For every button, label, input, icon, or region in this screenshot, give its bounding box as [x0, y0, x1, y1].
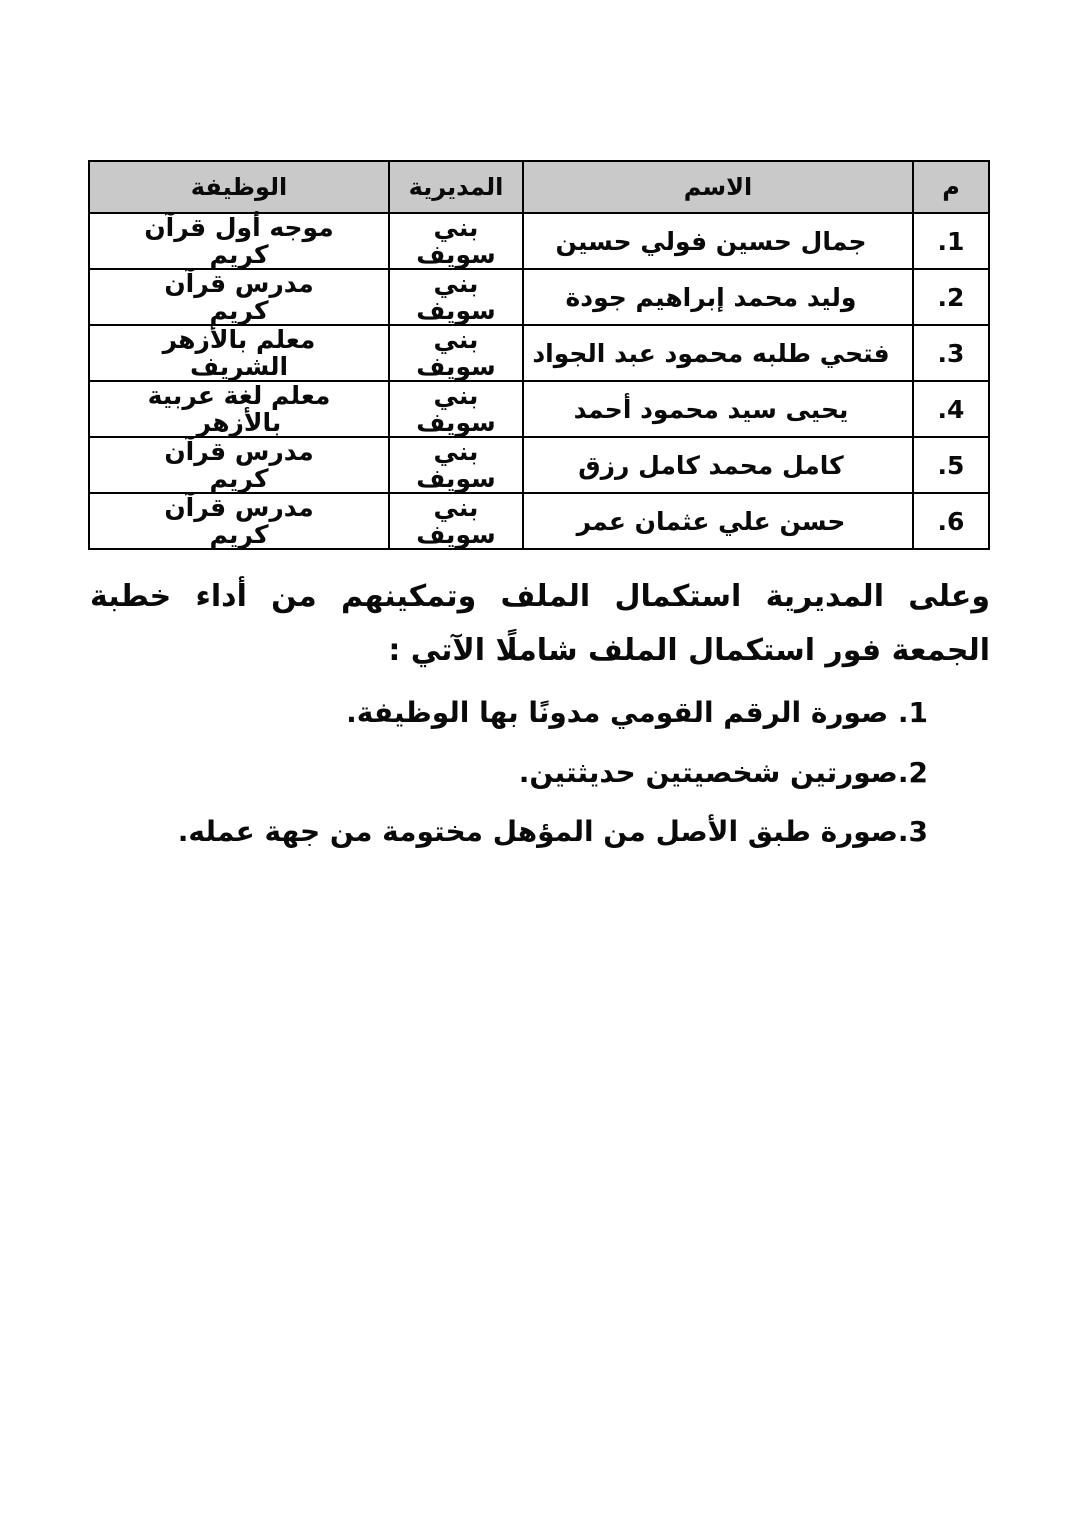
requirements-list	[90, 696, 990, 849]
row-job-text: معلم لغة عربية بالأزهر	[147, 381, 331, 437]
table-row	[89, 437, 989, 493]
row-number: 1.	[913, 213, 989, 269]
table-row	[89, 325, 989, 381]
row-directorate: بني سويف	[389, 493, 523, 549]
requirement-item: 2.صورتين شخصيتين حديثتين.	[518, 755, 928, 789]
row-job	[89, 269, 389, 325]
table-row	[89, 493, 989, 549]
row-name: فتحي طلبه محمود عبد الجواد	[523, 325, 913, 381]
row-job-text: موجه أول قرآن كريم	[144, 213, 334, 269]
row-job-text: مدرس قرآن كريم	[164, 437, 314, 493]
assignments-table	[88, 160, 990, 550]
table-header-directorate: المديرية	[389, 161, 523, 213]
closing-paragraph: وعلى المديرية استكمال الملف وتمكينهم من أداء خطبة الجمعة فور استكمال الملف شاملًا الآتي :	[90, 579, 990, 668]
row-job	[89, 437, 389, 493]
row-directorate: بني سويف	[389, 269, 523, 325]
table-header-number: م	[913, 161, 989, 213]
row-number: 3.	[913, 325, 989, 381]
row-name: كامل محمد كامل رزق	[523, 437, 913, 493]
row-job	[89, 381, 389, 437]
row-directorate: بني سويف	[389, 437, 523, 493]
row-job-text: مدرس قرآن كريم	[164, 493, 314, 549]
row-job	[89, 213, 389, 269]
table-row	[89, 381, 989, 437]
table-header-job: الوظيفة	[89, 161, 389, 213]
requirement-item: 3.صورة طبق الأصل من المؤهل مختومة من جهة عمله.	[177, 815, 928, 849]
table-row	[89, 213, 989, 269]
requirement-item: 1. صورة الرقم القومي مدونًا بها الوظيفة.	[346, 696, 928, 729]
table-row	[89, 269, 989, 325]
row-directorate: بني سويف	[389, 325, 523, 381]
row-job	[89, 325, 389, 381]
document-content	[90, 160, 990, 875]
row-number: 5.	[913, 437, 989, 493]
row-number: 4.	[913, 381, 989, 437]
row-directorate: بني سويف	[389, 213, 523, 269]
table-header-row	[89, 161, 989, 213]
row-directorate: بني سويف	[389, 381, 523, 437]
row-number: 2.	[913, 269, 989, 325]
row-job-text: مدرس قرآن كريم	[164, 269, 314, 325]
row-name: وليد محمد إبراهيم جودة	[523, 269, 913, 325]
row-name: يحيى سيد محمود أحمد	[523, 381, 913, 437]
row-name: حسن علي عثمان عمر	[523, 493, 913, 549]
row-number: 6.	[913, 493, 989, 549]
row-job-text: معلم بالأزهر الشريف	[162, 325, 316, 381]
row-job	[89, 493, 389, 549]
row-name: جمال حسين فولي حسين	[523, 213, 913, 269]
table-header-name: الاسم	[523, 161, 913, 213]
